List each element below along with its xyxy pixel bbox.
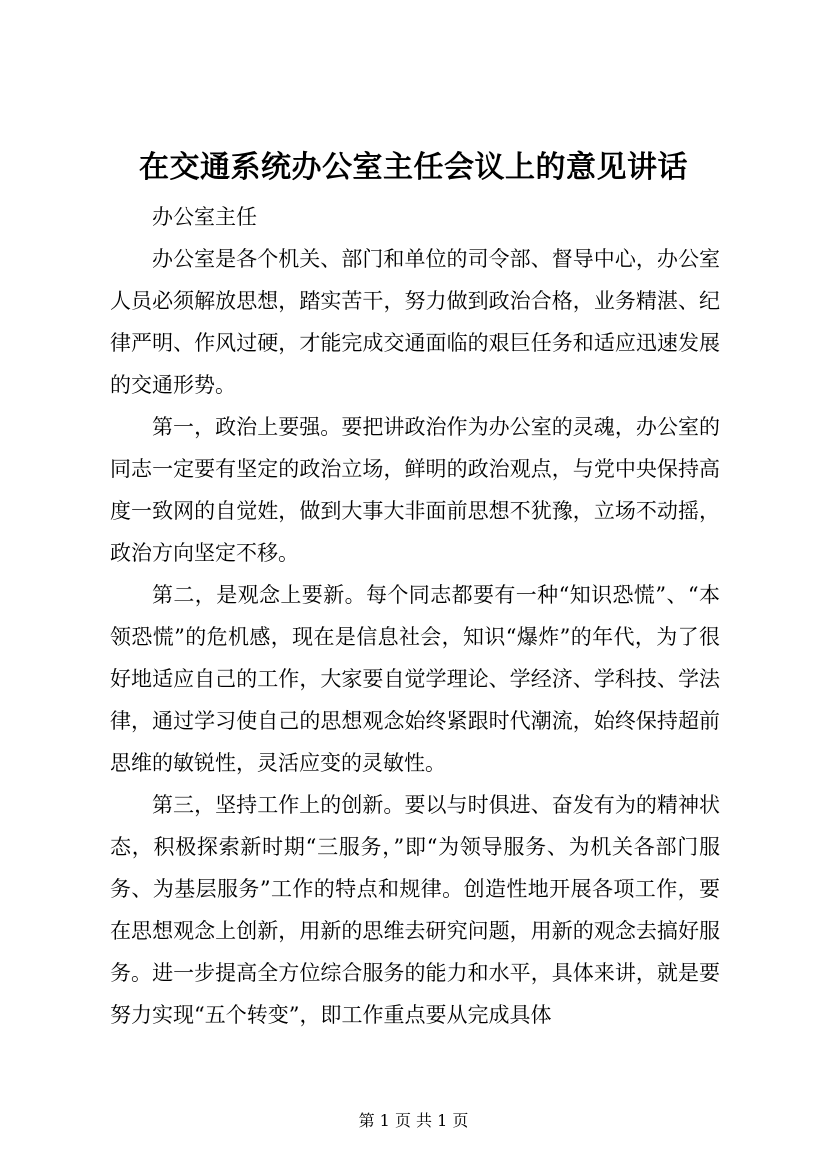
author-line: 办公室主任 (152, 205, 257, 229)
document-body (110, 196, 720, 1036)
paragraph-2: 第一，政治上要强。要把讲政治作为办公室的灵魂，办公室的同志一定要有坚定的政治立场，鲜明的政治观点，与党中央保持高度一致网的自觉姓，做到大事大非面前思想不犹豫，立场不动摇，政治方向坚定不移。 (110, 415, 720, 565)
page-number-footer: 第 1 页 共 1 页 (358, 1111, 469, 1130)
paragraph-1: 办公室是各个机关、部门和单位的司令部、督导中心，办公室人员必须解放思想，踏实苦干，努力做到政治合格，业务精湛、纪律严明、作风过硬，才能完成交通面临的艰巨任务和适应迅速发展的交通形势。 (110, 247, 720, 397)
paragraph-3: 第二，是观念上要新。每个同志都要有一种“知识恐慌”、“本领恐慌”的危机感，现在是信息社会，知识“爆炸”的年代，为了很好地适应自己的工作，大家要自觉学理论、学经济、学科技、学法律，通过学习使自己的思想观念始终紧跟时代潮流，始终保持超前思维的敏锐性，灵活应变的灵敏性。 (110, 583, 720, 775)
paragraph-4: 第三，坚持工作上的创新。要以与时俱进、奋发有为的精神状态，积极探索新时期“三服务，”即“为领导服务、为机关各部门服务、为基层服务”工作的特点和规律。创造性地开展各项工作，要在思想观念上创新，用新的思维去研究问题，用新的观念去搞好服务。进一步提高全方位综合服务的能力和水平，具体来讲，就是要努力实现“五个转变”，即工作重点要从完成具体 (110, 793, 720, 1027)
document-title: 在交通系统办公室主任会议上的意见讲话 (139, 150, 688, 185)
